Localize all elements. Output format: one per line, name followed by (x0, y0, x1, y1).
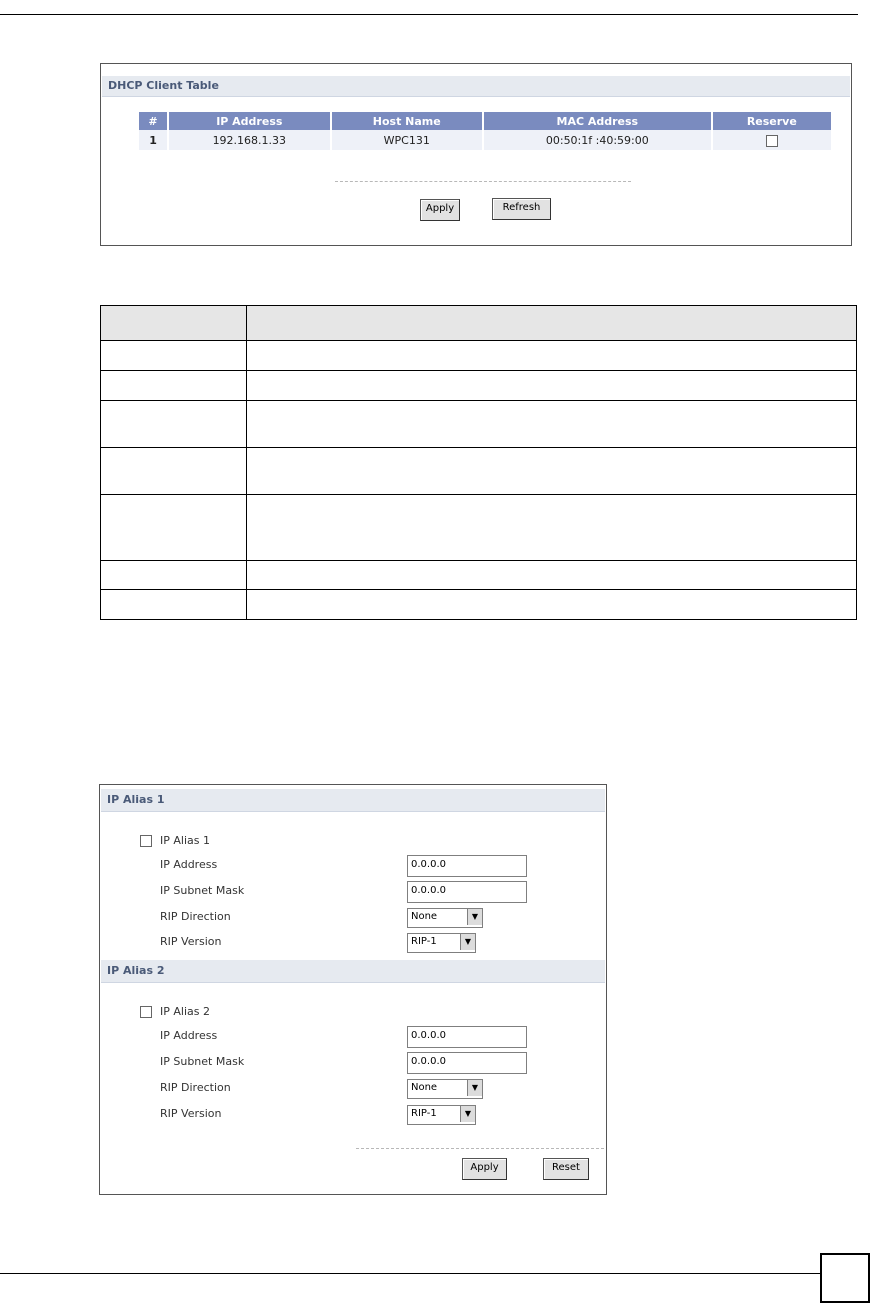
rip-version-value: RIP-1 (411, 936, 437, 947)
table-row (101, 495, 857, 561)
ip-alias-2-enable-label: IP Alias 2 (160, 1005, 210, 1018)
col-mac-header: MAC Address (484, 112, 711, 130)
rip-version-label: RIP Version (160, 1107, 222, 1120)
col-index-header: # (139, 112, 167, 130)
ip-alias-1-enable-label: IP Alias 1 (160, 834, 210, 847)
table-row (101, 448, 857, 495)
ip-alias-2-rip-version-select[interactable] (407, 1105, 476, 1125)
col-host-header: Host Name (332, 112, 482, 130)
chevron-down-icon: ▼ (467, 1080, 482, 1096)
reset-button[interactable]: Reset (543, 1158, 589, 1180)
row-host-name: WPC131 (332, 130, 482, 150)
col-ip-header: IP Address (169, 112, 329, 130)
page-number-box (820, 1253, 870, 1303)
page-top-rule (0, 14, 858, 15)
ip-alias-1-checkbox[interactable] (140, 835, 152, 847)
row-mac-address: 00:50:1f :40:59:00 (484, 130, 711, 150)
subnet-mask-label: IP Subnet Mask (160, 1055, 245, 1068)
row-index: 1 (139, 130, 167, 150)
ip-alias-1-ip-address-input[interactable]: 0.0.0.0 (407, 855, 527, 877)
refresh-button[interactable]: Refresh (492, 198, 551, 220)
ip-address-label: IP Address (160, 858, 218, 871)
rip-version-label: RIP Version (160, 935, 222, 948)
table-row (101, 590, 857, 620)
rip-version-value: RIP-1 (411, 1108, 437, 1119)
ip-alias-2-rip-direction-select[interactable] (407, 1079, 483, 1099)
reserve-checkbox[interactable] (766, 135, 778, 147)
divider (356, 1148, 604, 1149)
rip-direction-value: None (411, 1082, 438, 1093)
rip-direction-label: RIP Direction (160, 1081, 231, 1094)
ip-alias-2-title: IP Alias 2 (101, 960, 605, 983)
col-reserve-header: Reserve (713, 112, 831, 130)
apply-button[interactable]: Apply (420, 199, 460, 221)
field-description-table (100, 305, 857, 620)
table-row (101, 341, 857, 371)
ip-alias-2-ip-address-input[interactable]: 0.0.0.0 (407, 1026, 527, 1048)
subnet-mask-label: IP Subnet Mask (160, 884, 245, 897)
table-row (139, 130, 831, 150)
dhcp-client-table-screenshot (100, 63, 852, 246)
rip-direction-value: None (411, 911, 438, 922)
ip-alias-1-rip-direction-select[interactable] (407, 908, 483, 928)
ip-alias-2-subnet-mask-input[interactable]: 0.0.0.0 (407, 1052, 527, 1074)
dhcp-table-title: DHCP Client Table (102, 76, 850, 97)
description-table-header (101, 306, 857, 341)
page-footer-rule (0, 1273, 822, 1274)
dhcp-client-table (137, 112, 833, 150)
ip-address-label: IP Address (160, 1029, 218, 1042)
chevron-down-icon: ▼ (467, 909, 482, 925)
table-row (101, 401, 857, 448)
dhcp-table-header-row (139, 112, 831, 130)
ip-alias-1-rip-version-select[interactable] (407, 933, 476, 953)
table-row (101, 561, 857, 590)
row-reserve-cell (713, 130, 831, 150)
ip-alias-2-checkbox[interactable] (140, 1006, 152, 1018)
chevron-down-icon: ▼ (460, 1106, 475, 1122)
apply-button[interactable]: Apply (462, 1158, 507, 1180)
ip-alias-1-subnet-mask-input[interactable]: 0.0.0.0 (407, 881, 527, 903)
row-ip-address: 192.168.1.33 (169, 130, 329, 150)
ip-alias-screenshot (99, 784, 607, 1195)
rip-direction-label: RIP Direction (160, 910, 231, 923)
table-row (101, 371, 857, 401)
chevron-down-icon: ▼ (460, 934, 475, 950)
divider (335, 181, 631, 182)
ip-alias-1-title: IP Alias 1 (101, 789, 605, 812)
